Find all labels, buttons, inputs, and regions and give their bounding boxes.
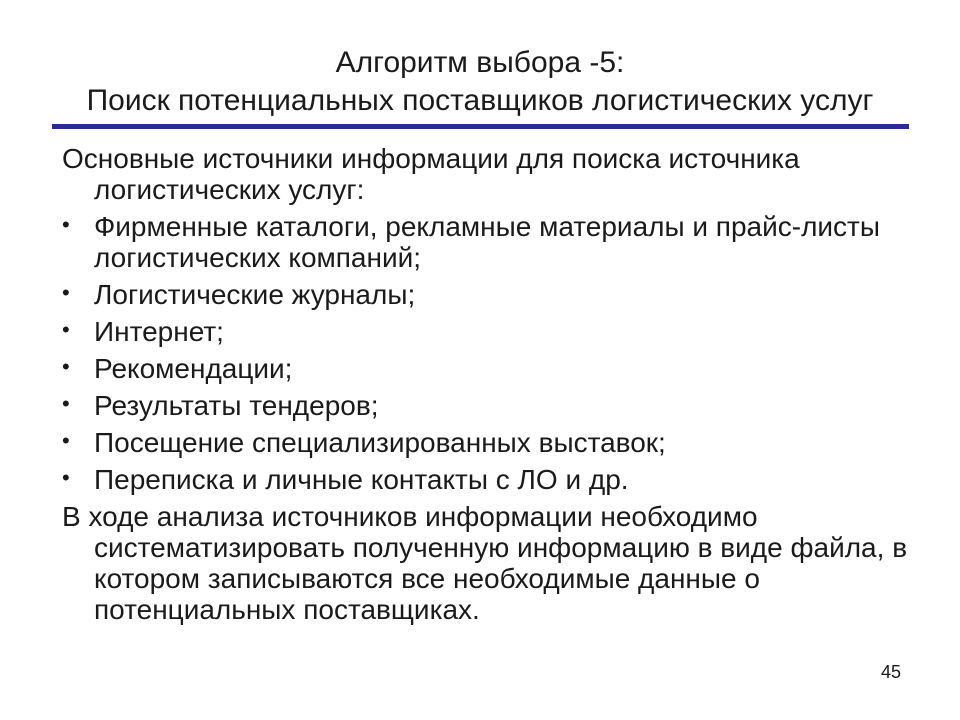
conclusion-paragraph: В ходе анализа источников информации необходимо систематизировать полученную информацию в виде файла, в котором записываются все необходимые данные о потенциальных поставщиках. [62, 501, 908, 625]
bullet-icon: • [62, 465, 70, 490]
bullet-icon: • [62, 317, 70, 342]
slide-body [62, 143, 922, 631]
list-item [62, 279, 922, 310]
list-item-text: Фирменные каталоги, рекламные материалы и прайс-листы логистических компаний; [94, 211, 881, 273]
bullet-icon: • [62, 391, 70, 416]
list-item [62, 211, 922, 273]
title-line-2: Поиск потенциальных поставщиков логистических услуг [86, 84, 874, 117]
title-divider [52, 124, 909, 129]
list-item-text: Результаты тендеров; [94, 390, 379, 421]
title-line-1: Алгоритм выбора -5: [335, 46, 625, 79]
list-item-text: Рекомендации; [94, 353, 293, 384]
sources-list [62, 211, 922, 495]
list-item-text: Переписка и личные контакты с ЛО и др. [94, 464, 629, 495]
list-item [62, 427, 922, 458]
page-number: 45 [880, 662, 901, 682]
intro-paragraph: Основные источники информации для поиска источника логистических услуг: [62, 143, 800, 205]
list-item [62, 316, 922, 347]
list-item [62, 464, 922, 495]
list-item [62, 390, 922, 421]
list-item-text: Посещение специализированных выставок; [94, 427, 666, 458]
bullet-icon: • [62, 212, 70, 237]
bullet-icon: • [62, 428, 70, 453]
slide-title [40, 44, 920, 120]
list-item-text: Интернет; [94, 316, 224, 347]
list-item [62, 353, 922, 384]
bullet-icon: • [62, 354, 70, 379]
list-item-text: Логистические журналы; [94, 279, 416, 310]
bullet-icon: • [62, 280, 70, 305]
